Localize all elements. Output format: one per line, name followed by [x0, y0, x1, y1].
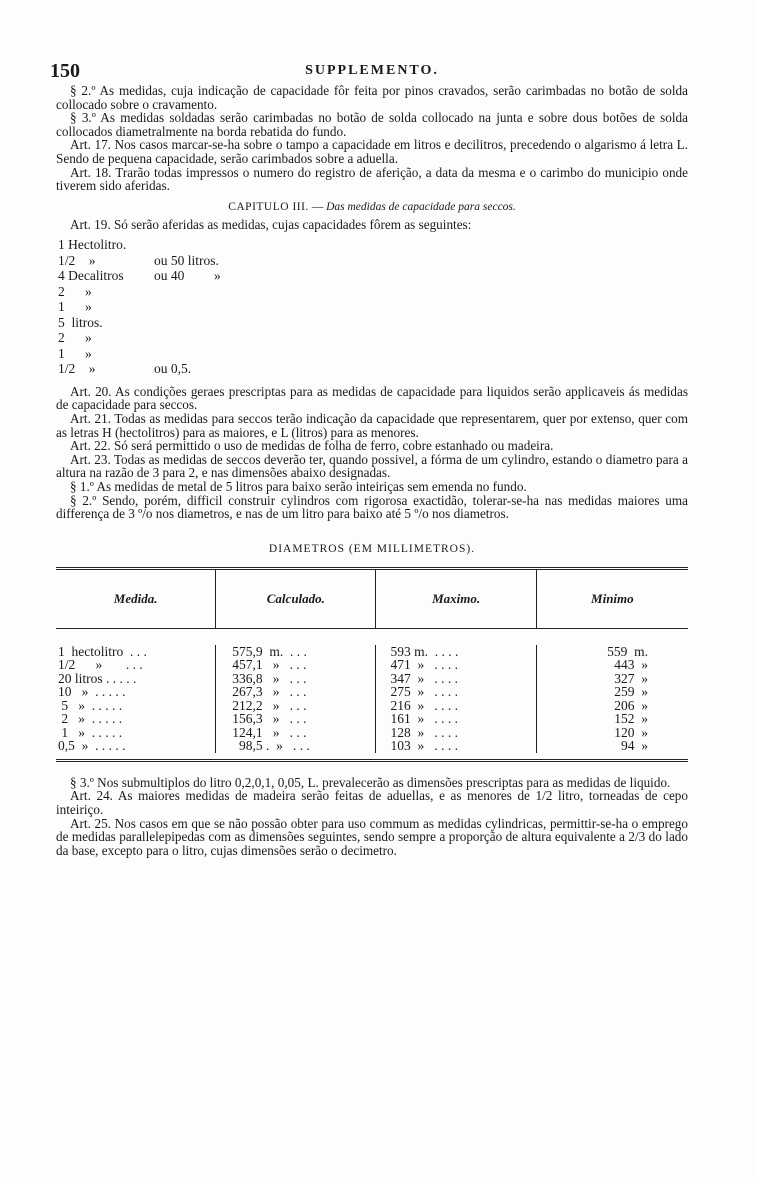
page [50, 60, 688, 858]
capacity-cell: 1 Hectolitro. [58, 237, 127, 253]
table-cell: 575,9 m. . . . [232, 643, 307, 659]
table-cell: 1 hectolitro . . . [58, 643, 147, 659]
table-cell: 103 » . . . . [390, 738, 458, 754]
table-column-calculado [215, 645, 375, 753]
capacity-row [58, 361, 688, 377]
capacity-cell [154, 299, 214, 315]
table-cell: 2 » . . . . . [58, 711, 123, 727]
paragraph: Art. 20. As condições geraes prescriptas para as medidas de capacidade para liquidos serão applicaveis ás medidas de capacidade para seccos. [56, 383, 688, 413]
table-cell: 336,8 » . . . [232, 670, 307, 686]
capacity-row [58, 299, 688, 315]
table-header-cell: Maximo. [375, 570, 535, 628]
table-cell: 124,1 » . . . [232, 724, 307, 740]
paragraph: Art. 19. Só serão aferidas as medidas, cujas capacidades fôrem as seguintes: [70, 216, 472, 232]
chapter-heading [56, 201, 688, 213]
capacity-cell: 4 Decalitros [58, 268, 124, 284]
capacity-cell [154, 315, 214, 331]
table-cell: 327 » [614, 670, 648, 686]
table-cell: 94 » [617, 738, 648, 754]
paragraph: Art. 17. Nos casos marcar-se-ha sobre o tampo a capacidade em litros e decilitros, precedendo o algarismo á letra L. Sendo de pequena capacidade, serão carimbados sobre a aduella. [56, 137, 688, 166]
capacity-cell [154, 237, 214, 253]
paragraph: § 3.º Nos submultiplos do litro 0,2,0,1, 0,05, L. prevalecerão as dimensões prescriptas para as medidas de liquido. [70, 774, 671, 790]
capacity-cell [154, 284, 214, 300]
table-cell: 267,3 » . . . [232, 684, 307, 700]
table-cell: 10 » . . . . . [58, 684, 126, 700]
page-number: 150 [50, 60, 80, 82]
capacity-cell: ou 50 litros. [154, 252, 219, 268]
capacity-cell: 1 » [58, 299, 92, 315]
capacity-cell [154, 330, 214, 346]
table-cell: 206 » [614, 697, 648, 713]
capacity-cell: » [214, 268, 221, 284]
paragraph: Art. 24. As maiores medidas de madeira serão feitas de aduellas, e as menores de 1/2 litro, torneadas de cepo inteiriço. [56, 788, 688, 817]
table-cell: 161 » . . . . [390, 711, 458, 727]
capacity-row [58, 268, 688, 284]
table-header-cell: Minimo [536, 570, 688, 628]
table-body [56, 629, 688, 759]
table-cell: 559 m. [607, 643, 648, 659]
capacity-row [58, 330, 688, 346]
table-cell: 471 » . . . . [390, 657, 458, 673]
capacity-list [58, 237, 688, 377]
table-cell: 1 » . . . . . [58, 724, 123, 740]
capacity-row [58, 237, 688, 253]
table-cell: 443 » [614, 657, 648, 673]
table-cell: 120 » [614, 724, 648, 740]
paragraph: § 1.º As medidas de metal de 5 litros para baixo serão inteiriças sem emenda no fundo. [70, 479, 527, 494]
paragraph: Art. 18. Trarão todas impressos o numero do registro de aferição, a data da mesma e o carimbo do municipio onde tiverem sido aferidas. [56, 164, 688, 194]
chapter-dash: — [308, 200, 327, 213]
table-cell: 152 » [614, 711, 648, 727]
table-cell: 457,1 » . . . [232, 657, 307, 673]
capacity-cell: 1/2 » [58, 252, 96, 268]
capacity-cell [154, 346, 214, 362]
diameter-table [56, 567, 688, 762]
paragraph: Art. 23. Todas as medidas de seccos deverão ter, quando possivel, a fórma de um cylindro, estando o diametro para a altura na razão de 3 para 2, e nas dimensões abaixo designadas. [56, 451, 688, 481]
table-cell: 5 » . . . . . [58, 697, 123, 713]
paragraph: § 2.º As medidas, cuja indicação de capacidade fôr feita por pinos cravados, serão carimbadas no botão de solda collocado sobre o cravamento. [56, 83, 688, 112]
capacity-row [58, 346, 688, 362]
table-column-maximo [375, 645, 535, 753]
table-cell: 347 » . . . . [390, 670, 458, 686]
table-header-row [56, 570, 688, 629]
capacity-cell: 2 » [58, 283, 92, 299]
capacity-row [58, 253, 688, 269]
capacity-cell: ou 0,5. [154, 361, 192, 377]
paragraph: Art. 21. Todas as medidas para seccos terão indicação da capacidade que representarem, quer por extenso, quer com as letras H (hectolitros) para as maiores, e L (litros) para as menores. [56, 411, 688, 440]
capacity-cell: 2 » [58, 330, 92, 346]
capacity-row [58, 284, 688, 300]
capacity-cell: 1 » [58, 345, 92, 361]
table-cell: 0,5 » . . . . . [58, 738, 126, 754]
table-cell: 1/2 » . . . [58, 657, 143, 673]
capacity-cell: ou 40 [154, 268, 185, 284]
table-cell: 275 » . . . . [390, 684, 458, 700]
table-cell: 98,5 . » . . . [232, 738, 310, 754]
running-head: SUPPLEMENTO. [305, 63, 439, 78]
capacity-row [58, 315, 688, 331]
table-header-cell: Medida. [113, 590, 158, 606]
capacity-cell: 5 litros. [58, 314, 103, 330]
table-header-cell: Calculado. [215, 570, 375, 628]
table-cell: 212,2 » . . . [232, 697, 307, 713]
paragraph: Art. 25. Nos casos em que se não possão obter para uso commum as medidas cylindricas, permittir-se-ha o emprego de medidas parallelepipedas com as dimensões seguintes, sendo sempre a proporção de altura equivalente a 2/3 do lado da base, excepto para o litro, cujas dimensões serão o decimetro. [56, 815, 688, 858]
chapter-title: Das medidas de capacidade para seccos. [326, 200, 516, 213]
paragraph: Art. 22. Só será permittido o uso de medidas de folha de ferro, cobre estanhado ou madeira. [70, 438, 554, 454]
table-cell: 20 litros . . . . . [58, 670, 137, 686]
table-cell: 259 » [614, 684, 648, 700]
chapter-label: CAPITULO III. [228, 200, 309, 213]
paragraph: § 2.º Sendo, porém, difficil construir cylindros com rigorosa exactidão, tolerar-se-ha nas medidas maiores uma differença de 3 º/o nos diametros, e nas de um litro para baixo até 5 º/o nos diametros. [56, 492, 688, 522]
table-cell: 128 » . . . . [390, 724, 458, 740]
capacity-cell: 1/2 » [58, 361, 96, 377]
page-header [50, 60, 688, 84]
paragraph: § 3.º As medidas soldadas serão carimbadas no botão de solda collocado na junta e sobre dous botões de solda collocados diametralmente na borda rebatida do fundo. [56, 110, 688, 139]
table-cell: 156,3 » . . . [232, 711, 307, 727]
table-title: DIAMETROS (EM MILLIMETROS). [268, 542, 476, 555]
table-column-medida [56, 645, 215, 753]
table-column-minimo [536, 645, 688, 753]
table-cell: 593 m. . . . . [390, 643, 459, 659]
table-cell: 216 » . . . . [390, 697, 458, 713]
